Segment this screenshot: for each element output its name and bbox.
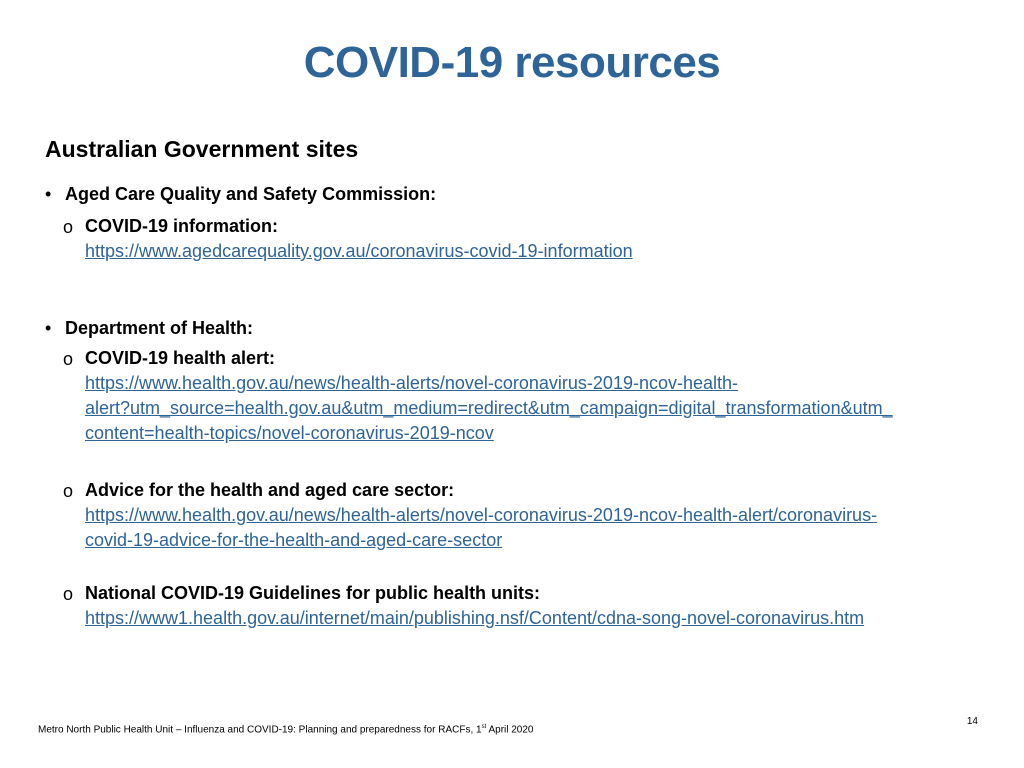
link-line: https://www1.health.gov.au/internet/main/publishing.nsf/Content/cdna-song-novel-coronavirus.htm <box>85 608 865 628</box>
footer-superscript: st <box>481 724 487 730</box>
link-line: content=health-topics/novel-coronavirus-2019-ncov <box>85 423 494 443</box>
sub-marker: o <box>63 481 74 501</box>
bullet-heading: Department of Health: <box>65 318 254 338</box>
link-line: https://www.health.gov.au/news/health-alerts/novel-coronavirus-2019-ncov-health- <box>85 373 739 393</box>
sub-item-health-alert <box>63 346 1003 446</box>
bullet-heading: Aged Care Quality and Safety Commission: <box>65 184 437 204</box>
sub-marker: o <box>63 349 74 369</box>
sub-item-national-guidelines <box>63 581 1003 631</box>
link-line: alert?utm_source=health.gov.au&utm_medium=redirect&utm_campaign=digital_transformation&utm_ <box>85 398 893 418</box>
sub-item-label: National COVID-19 Guidelines for public health units: <box>85 583 541 603</box>
link-line: https://www.health.gov.au/news/health-alerts/novel-coronavirus-2019-ncov-health-alert/coronavirus- <box>85 505 878 525</box>
sub-marker: o <box>63 217 74 237</box>
section-heading: Australian Government sites <box>45 136 359 162</box>
link-line: covid-19-advice-for-the-health-and-aged-care-sector <box>85 530 503 550</box>
footer-date: April 2020 <box>486 724 534 736</box>
footer-text: Metro North Public Health Unit – Influenza and COVID-19: Planning and preparedness for RACFs, 1 <box>38 724 482 736</box>
bullet-marker: • <box>45 318 52 338</box>
sub-item-covid-information <box>63 214 1003 264</box>
bullet-department-of-health <box>45 316 253 340</box>
link-health-aged-care-advice[interactable] <box>85 503 1003 553</box>
footer <box>38 724 534 735</box>
sub-item-label: Advice for the health and aged care sector: <box>85 480 455 500</box>
link-national-guidelines[interactable] <box>85 606 1003 631</box>
sub-item-label: COVID-19 health alert: <box>85 348 276 368</box>
slide-title: COVID-19 resources <box>303 38 721 87</box>
link-line: https://www.agedcarequality.gov.au/coronavirus-covid-19-information <box>85 241 633 261</box>
sub-item-health-aged-care-advice <box>63 478 1003 553</box>
link-agedcarequality[interactable] <box>85 239 1003 264</box>
sub-marker: o <box>63 584 74 604</box>
bullet-marker: • <box>45 184 52 204</box>
page-number: 14 <box>966 716 978 727</box>
sub-item-label: COVID-19 information: <box>85 216 279 236</box>
bullet-aged-care-commission <box>45 182 436 206</box>
link-health-alert[interactable] <box>85 371 1003 446</box>
